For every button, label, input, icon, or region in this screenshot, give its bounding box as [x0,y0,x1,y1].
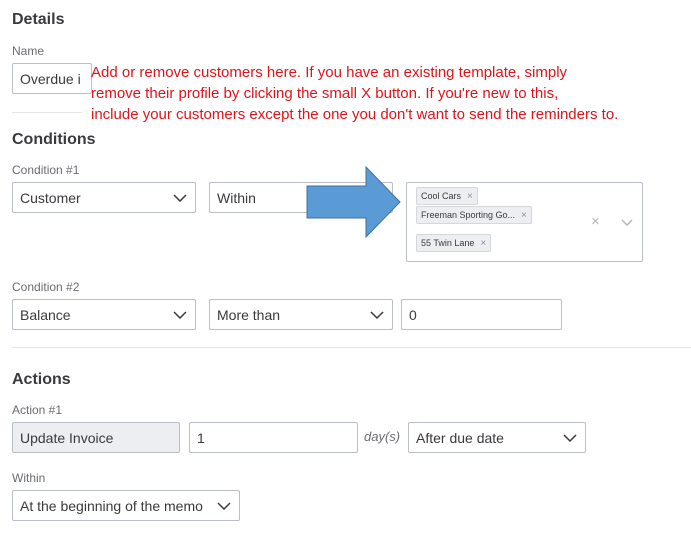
customer-tag [416,187,478,205]
condition-1-field-value: Customer [20,189,81,206]
chevron-down-icon [563,434,577,442]
customer-multiselect[interactable] [406,182,643,262]
days-unit-label: day(s) [364,429,401,444]
chevron-down-icon[interactable] [621,219,633,226]
chevron-down-icon [173,194,187,202]
conditions-heading: Conditions [12,131,96,148]
action-1-label: Action #1 [12,403,63,417]
tag-label: Freeman Sporting Go... [421,210,516,220]
close-icon[interactable]: × [521,209,527,221]
name-input-value: Overdue i [20,70,81,87]
details-heading: Details [12,11,65,28]
action-type-field [12,422,180,453]
annotation-note [91,62,691,125]
customer-tag [416,234,491,252]
condition-2-field-select[interactable] [12,299,196,330]
condition-2-operator-value: More than [217,306,281,323]
annotation-line: include your customers except the one you don't want to send the reminders to. [91,106,619,123]
days-input[interactable] [189,422,358,453]
condition-1-operator-value: Within [217,189,256,206]
condition-2-value-input[interactable] [401,299,562,330]
condition-1-field-select[interactable] [12,182,196,213]
condition-2-label: Condition #2 [12,280,80,294]
annotation-line: Add or remove customers here. If you have an existing template, simply [91,64,568,81]
chevron-down-icon [217,502,231,510]
timing-select[interactable] [408,422,586,453]
action-type-value: Update Invoice [20,429,114,446]
annotation-line: remove their profile by clicking the small X button. If you're new to this, [91,85,559,102]
arrow-icon [306,166,402,238]
within-select[interactable] [12,490,240,521]
tag-label: Cool Cars [421,191,462,201]
within-value: At the beginning of the memo [20,497,203,514]
actions-heading: Actions [12,371,71,388]
tag-label: 55 Twin Lane [421,238,475,248]
days-value: 1 [197,429,205,446]
close-icon[interactable]: × [480,237,487,249]
timing-value: After due date [416,429,504,446]
condition-2-field-value: Balance [20,306,71,323]
chevron-down-icon [173,311,187,319]
close-icon[interactable]: × [467,190,473,202]
within-label: Within [12,471,46,485]
name-input[interactable] [12,63,92,94]
divider [12,112,82,113]
section-divider [12,347,691,348]
condition-2-value: 0 [409,306,417,323]
clear-all-icon[interactable]: × [591,213,600,230]
condition-2-operator-select[interactable] [209,299,393,330]
customer-tag [416,206,532,224]
condition-1-label: Condition #1 [12,163,80,177]
chevron-down-icon [370,311,384,319]
name-label: Name [12,44,45,58]
